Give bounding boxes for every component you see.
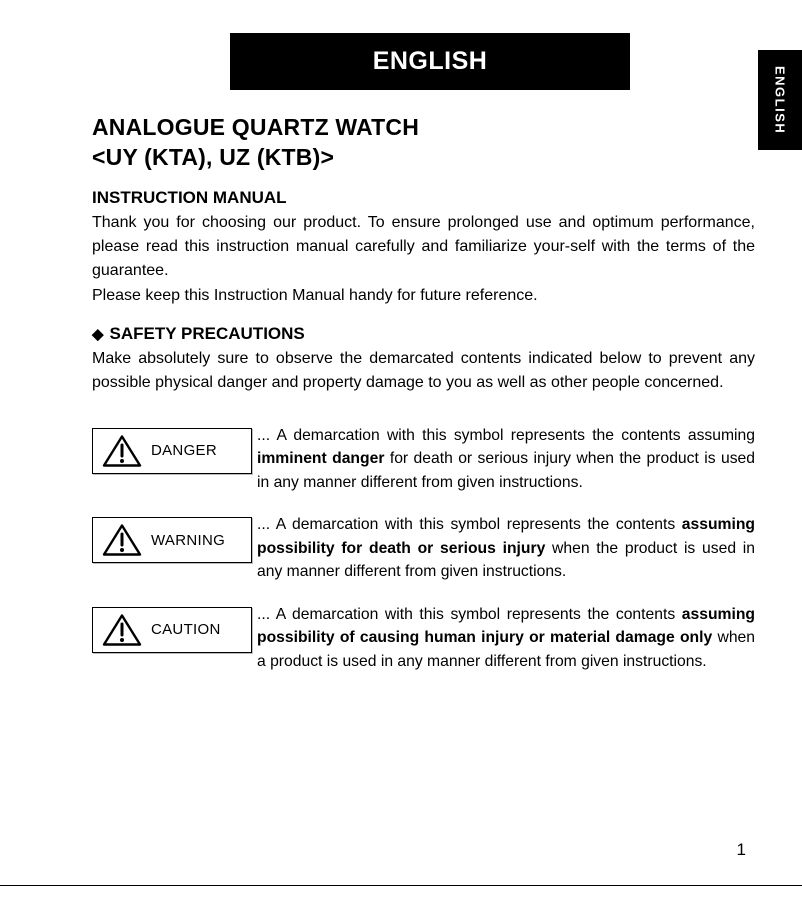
danger-sign-box: [92, 428, 252, 474]
caution-description: ... A demarcation with this symbol represents the contents assuming possibility of causing human injury or material damage only when a product is used in any manner different from given instructions.: [257, 605, 755, 670]
warning-sign-box: [92, 517, 252, 563]
notice-row-caution: [92, 603, 755, 674]
warning-label: WARNING: [151, 531, 226, 549]
page-content: [92, 112, 755, 693]
danger-label: DANGER: [151, 442, 217, 460]
intro-paragraph-2: Please keep this Instruction Manual handy for future reference.: [92, 286, 538, 304]
document-title: [92, 112, 755, 173]
document-title-line1: ANALOGUE QUARTZ WATCH: [92, 114, 420, 140]
warning-triangle-icon: [102, 613, 142, 647]
page-number: 1: [736, 840, 746, 859]
safety-precautions-heading: [92, 324, 755, 344]
safety-notice-list: [92, 424, 755, 674]
warning-triangle-icon: [102, 523, 142, 557]
page-bottom-rule: [0, 885, 802, 886]
caution-sign-box: [92, 607, 252, 653]
language-banner-label: ENGLISH: [372, 47, 488, 75]
language-banner: [230, 33, 630, 90]
language-side-tab-label: ENGLISH: [772, 65, 788, 135]
intro-paragraph-1: Thank you for choosing our product. To ensure prolonged use and optimum performance, please read this instruction manual carefully and familiarize your-self with the terms of the guarantee.: [92, 213, 755, 280]
notice-row-danger: [92, 424, 755, 495]
danger-description: ... A demarcation with this symbol represents the contents assuming imminent danger for death or serious injury when the product is used in any manner different from given instructions.: [257, 426, 756, 491]
document-title-line2: <UY (KTA), UZ (KTB)>: [92, 144, 335, 171]
safety-paragraph: Make absolutely sure to observe the demarcated contents indicated below to prevent any possible physical danger and property damage to you as well as other people concerned.: [92, 349, 755, 392]
language-side-tab: [758, 50, 802, 150]
warning-triangle-icon: [102, 434, 142, 468]
warning-description: ... A demarcation with this symbol represents the contents assuming possibility for death or serious injury when the product is used in any manner different from given instructions.: [257, 516, 756, 581]
notice-row-warning: [92, 513, 755, 584]
instruction-manual-heading: INSTRUCTION MANUAL: [92, 187, 287, 207]
caution-label: CAUTION: [151, 621, 221, 639]
diamond-icon: ◆: [92, 325, 104, 343]
safety-precautions-heading-label: SAFETY PRECAUTIONS: [109, 323, 305, 343]
